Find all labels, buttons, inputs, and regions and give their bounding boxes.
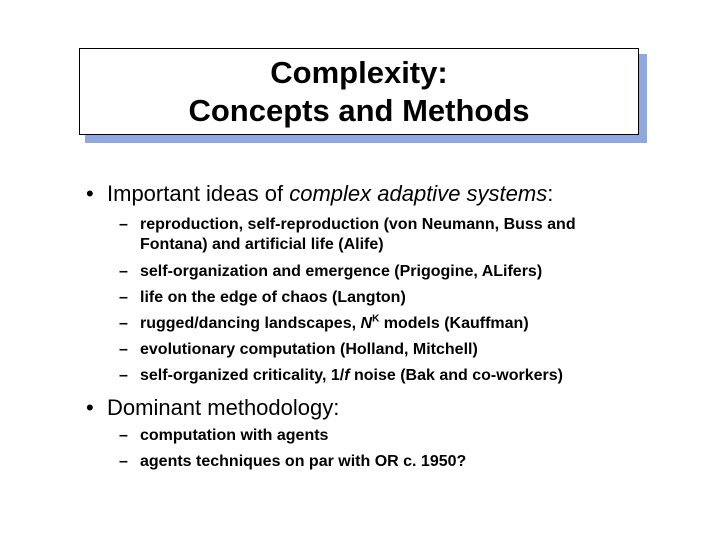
- dash-marker: –: [119, 263, 128, 280]
- bullet-marker: •: [86, 181, 94, 206]
- subitem-text-post: noise (Bak and co-workers): [349, 367, 563, 384]
- dash-marker: –: [119, 315, 128, 332]
- title-line-1: Complexity:: [270, 55, 448, 90]
- subitem-line-2: Fontana) and artificial life (Alife): [140, 236, 384, 253]
- title-box: [79, 48, 639, 135]
- subitem-text-pre: rugged/dancing landscapes,: [140, 315, 361, 332]
- subitem-text-n: N: [360, 315, 373, 332]
- dash-marker: –: [119, 367, 128, 384]
- subitem-text: computation with agents: [140, 427, 329, 444]
- bullet-text-suffix: :: [547, 181, 554, 206]
- subitem-text: [140, 215, 576, 255]
- dash-marker: –: [119, 216, 128, 233]
- subitem-line-1: reproduction, self-reproduction (von Neumann, Buss and: [140, 216, 576, 233]
- subitem-text: life on the edge of chaos (Langton): [140, 289, 406, 306]
- subitem-text-f: f: [344, 367, 350, 384]
- subitem-text: [140, 366, 563, 386]
- bullet-marker: •: [86, 395, 94, 420]
- bullet-text: Dominant methodology:: [107, 395, 340, 420]
- subitem-text: evolutionary computation (Holland, Mitchell): [140, 341, 478, 358]
- dash-marker: –: [119, 453, 128, 470]
- dash-marker: –: [119, 289, 128, 306]
- bullet-text-emphasis: complex adaptive systems: [289, 181, 548, 206]
- subitem-text-post: models (Kauffman): [379, 315, 529, 332]
- bullet-text: [107, 181, 553, 207]
- dash-marker: –: [119, 427, 128, 444]
- subitem-text: agents techniques on par with OR c. 1950?: [140, 453, 467, 470]
- dash-marker: –: [119, 341, 128, 358]
- subitem-text-pre: self-organized criticality, 1/: [140, 367, 345, 384]
- subitem-text-k: K: [372, 313, 380, 325]
- title-line-2: Concepts and Methods: [188, 93, 530, 128]
- subitem-text: self-organization and emergence (Prigogine, ALifers): [140, 263, 543, 280]
- subitem-text: [140, 314, 529, 334]
- bullet-text-prefix: Important ideas of: [107, 181, 290, 206]
